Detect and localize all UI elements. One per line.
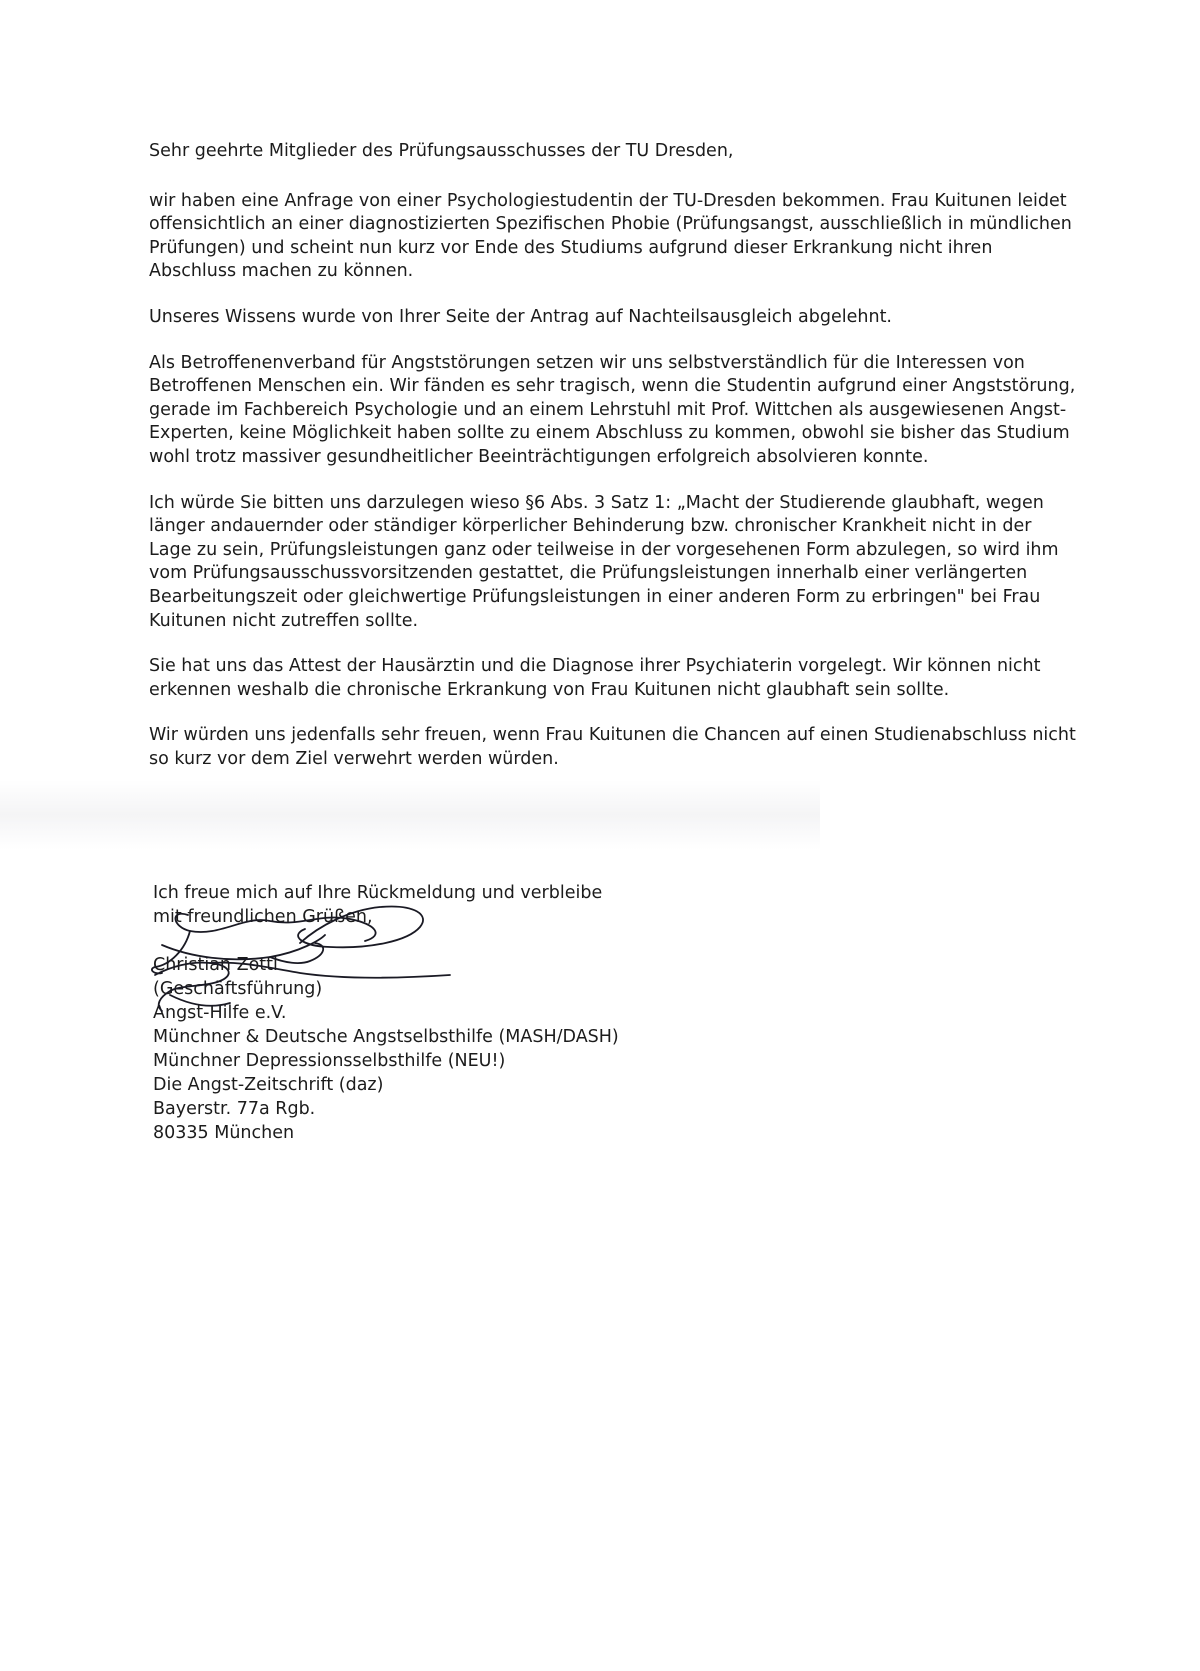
- salutation: Sehr geehrte Mitglieder des Prüfungsausschusses der TU Dresden,: [149, 141, 734, 161]
- org-line-mash-dash: Münchner & Deutsche Angstselbsthilfe (MASH/DASH): [153, 1027, 619, 1047]
- paragraph-attest: Sie hat uns das Attest der Hausärztin und die Diagnose ihrer Psychiaterin vorgelegt. Wir können nicht erkennen weshalb die chronische Erkrankung von Frau Kuitunen nicht glaubhaft sein sollte.: [149, 656, 1041, 700]
- paragraph-regulation-quote: Ich würde Sie bitten uns darzulegen wieso §6 Abs. 3 Satz 1: „Macht der Studierende glaubhaft, wegen länger andauernder oder ständiger körperlicher Behinderung bzw. chronischer Krankheit nicht in der Lage zu sein, Prüfungsleistungen ganz oder teilweise in der vorgesehenen Form abzulegen, so wird ihm vom Prüfungsausschussvorsitzenden gestattet, die Prüfungsleistungen innerhalb einer verlängerten Bearbeitungszeit oder gleichwertige Prüfungsleistungen in einer anderen Form zu erbringen" bei Frau Kuitunen nicht zutreffen sollte.: [149, 492, 1059, 631]
- paragraph-rejection: Unseres Wissens wurde von Ihrer Seite der Antrag auf Nachteilsausgleich abgelehnt.: [149, 306, 892, 327]
- org-name: Angst-Hilfe e.V.: [153, 1003, 287, 1023]
- paragraph-closing-wish: Wir würden uns jedenfalls sehr freuen, wenn Frau Kuitunen die Chancen auf einen Studienabschluss nicht so kurz vor dem Ziel verwehrt werden würden.: [149, 725, 1076, 769]
- closing-line: Ich freue mich auf Ihre Rückmeldung und verbleibe: [153, 883, 603, 903]
- address-city: 80335 München: [153, 1123, 295, 1143]
- signer-role: (Geschäftsführung): [153, 979, 323, 999]
- paragraph-request: wir haben eine Anfrage von einer Psychologiestudentin der TU-Dresden bekommen. Frau Kuitunen leidet offensichtlich an einer diagnostizierten Spezifischen Phobie (Prüfungsangst, ausschließlich in mündlichen Prüfungen) und scheint nun kurz vor Ende des Studiums aufgrund dieser Erkrankung nicht ihren Abschluss machen zu können.: [149, 190, 1072, 282]
- address-street: Bayerstr. 77a Rgb.: [153, 1099, 316, 1119]
- letter-body: [149, 140, 1079, 793]
- org-line-depression: Münchner Depressionsselbsthilfe (NEU!): [153, 1051, 506, 1071]
- paragraph-association: Als Betroffenenverband für Angststörungen setzen wir uns selbstverständlich für die Interessen von Betroffenen Menschen ein. Wir fänden es sehr tragisch, wenn die Studentin aufgrund einer Angststörung, gerade im Fachbereich Psychologie und an einem Lehrstuhl mit Prof. Wittchen als ausgewiesenen Angst-Experten, keine Möglichkeit haben sollte zu einem Abschluss zu kommen, obwohl sie bisher das Studium wohl trotz massiver gesundheitlicher Beeinträchtigungen erfolgreich absolvieren konnte.: [149, 352, 1076, 467]
- handwritten-signature: [150, 905, 480, 1020]
- signer-name: Christian Zottl: [153, 955, 278, 975]
- closing-greeting: mit freundlichen Grüßen,: [153, 907, 373, 927]
- org-line-magazine: Die Angst-Zeitschrift (daz): [153, 1075, 384, 1095]
